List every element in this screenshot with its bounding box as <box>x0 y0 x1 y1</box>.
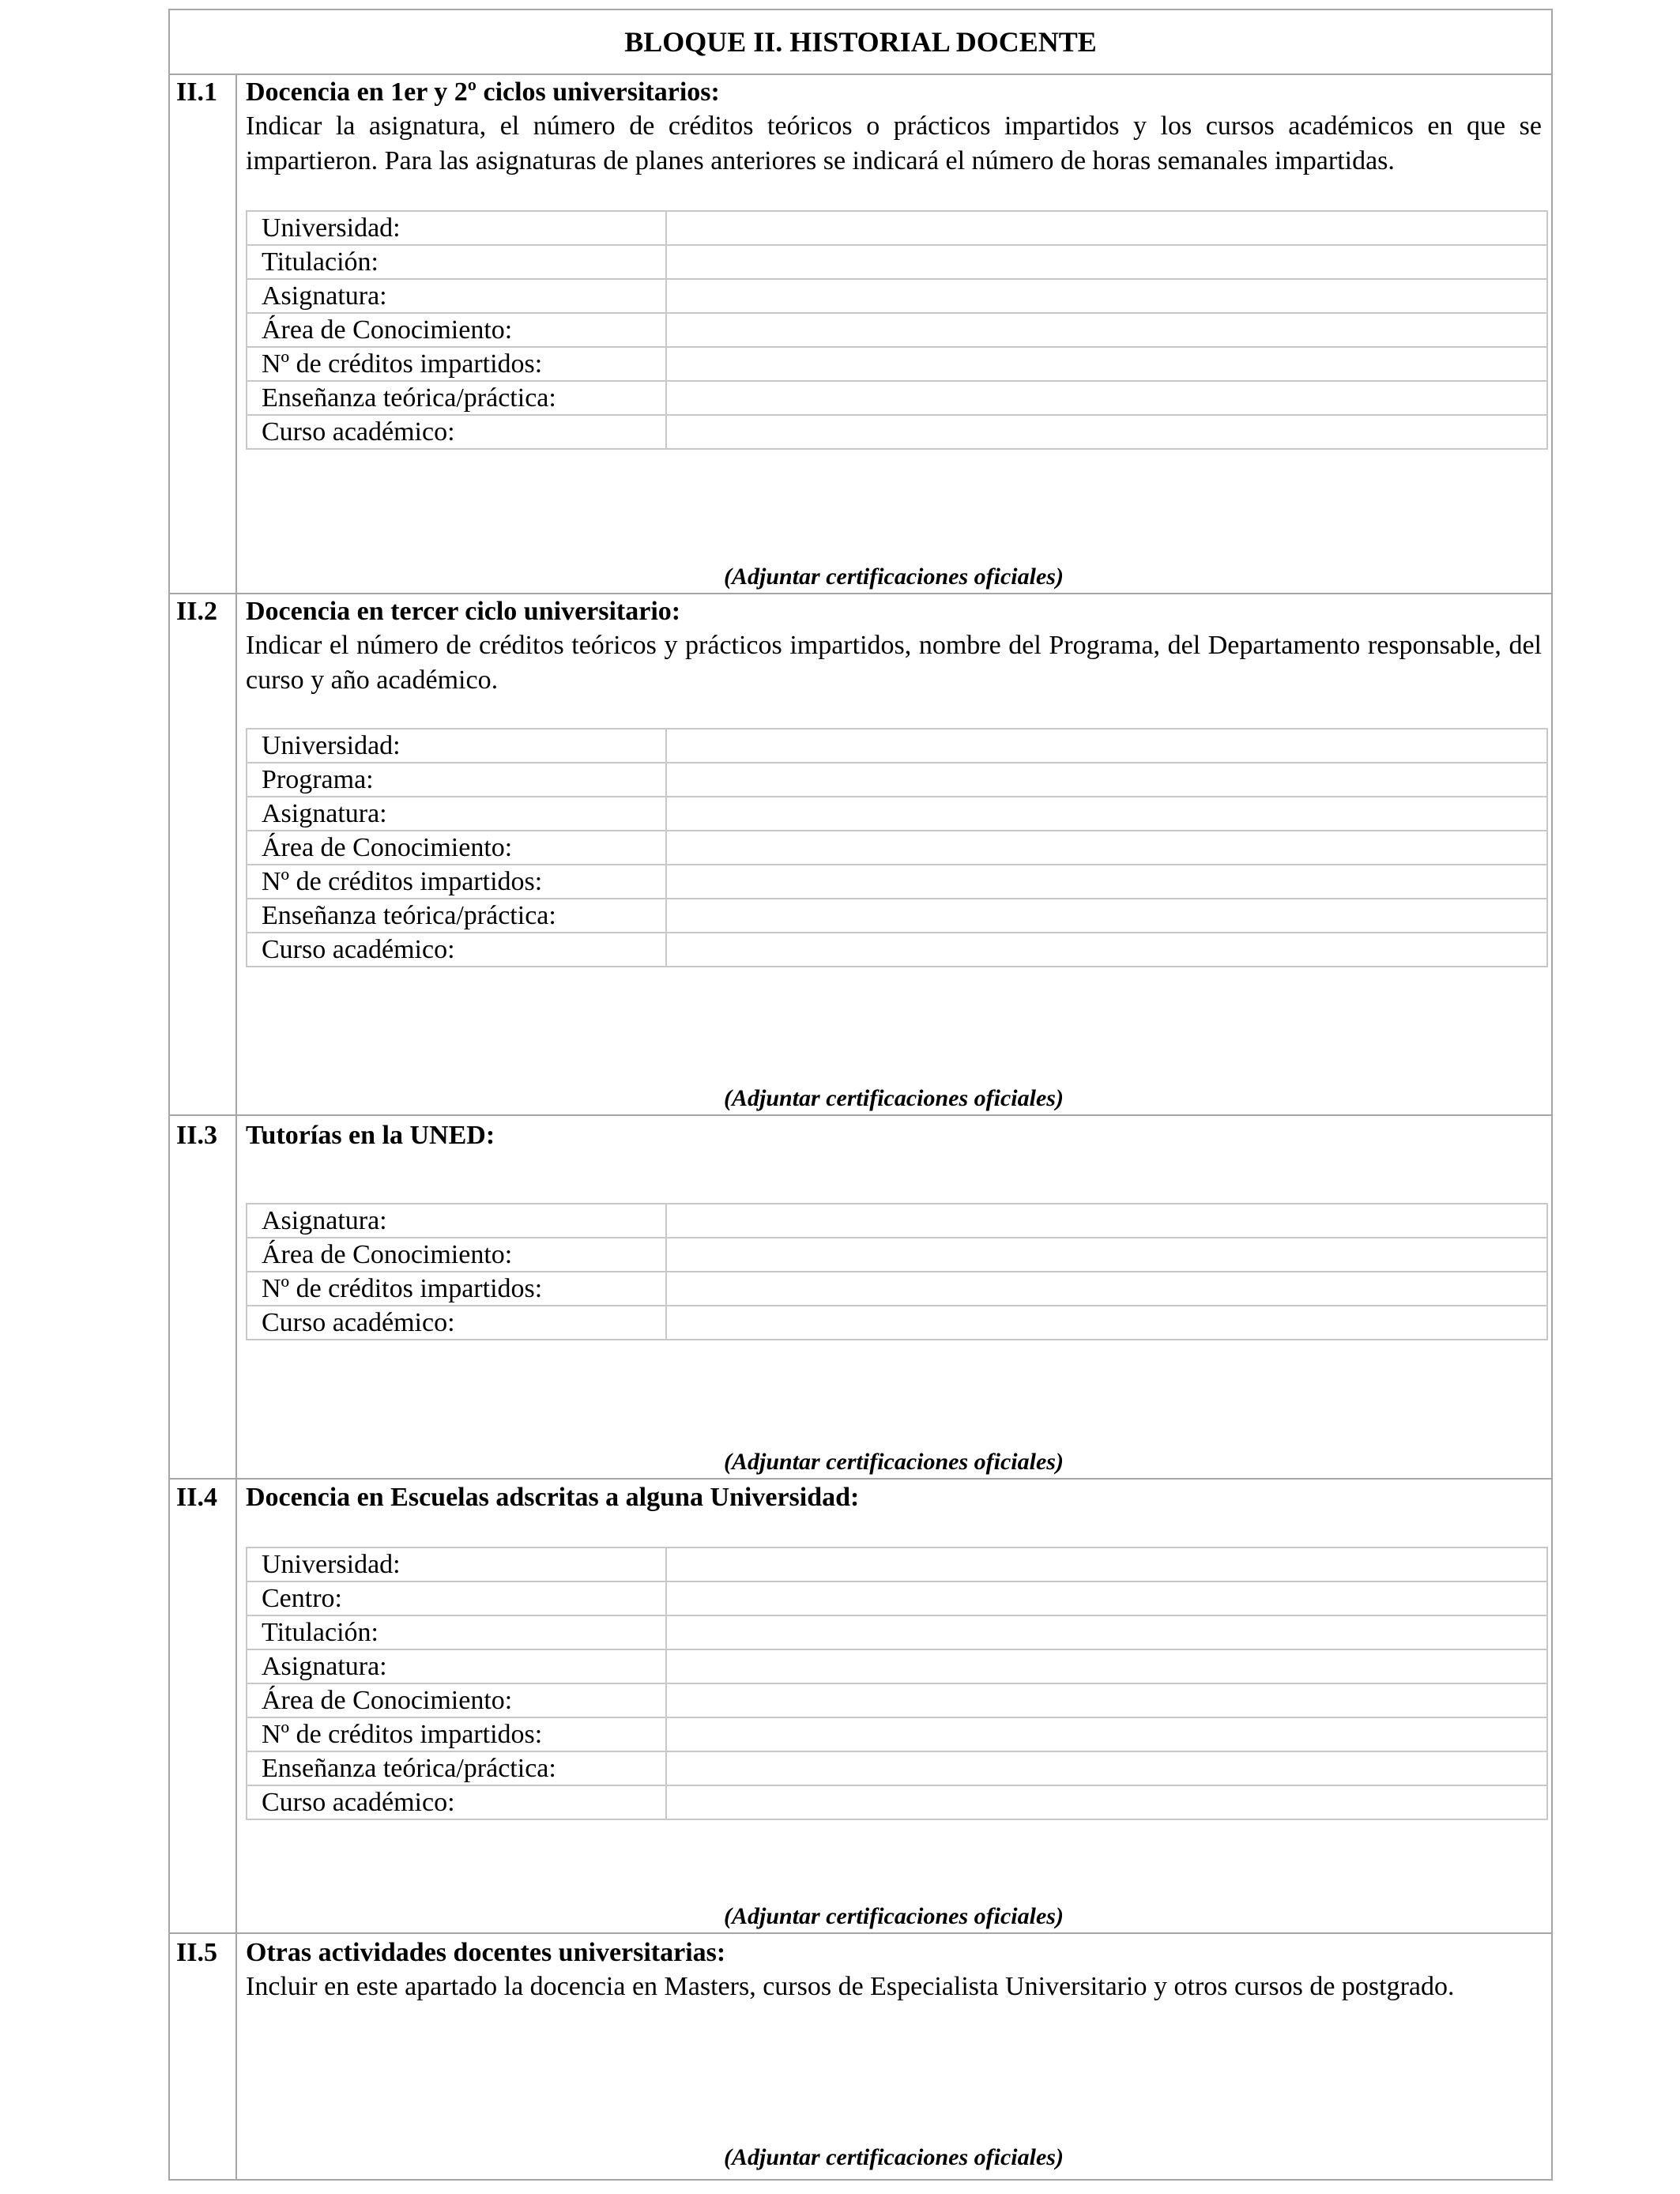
field-value[interactable] <box>666 1306 1547 1340</box>
field-table <box>246 1547 1548 1820</box>
field-label: Área de Conocimiento: <box>247 831 666 865</box>
field-value[interactable] <box>666 831 1547 865</box>
historial-docente-form <box>168 9 1553 2181</box>
field-label: Programa: <box>247 763 666 797</box>
field-value[interactable] <box>666 279 1547 313</box>
table-row <box>247 1204 1547 1238</box>
field-label: Universidad: <box>247 1547 666 1581</box>
field-value[interactable] <box>666 797 1547 831</box>
table-row <box>247 381 1547 415</box>
table-row <box>247 1751 1547 1785</box>
field-label: Enseñanza teórica/práctica: <box>247 899 666 933</box>
table-row <box>247 211 1547 245</box>
section-description: Indicar la asignatura, el número de créditos teóricos o prácticos impartidos y los cursos académicos en que se impartieron. Para las asignaturas de planes anteriores se indicará el número de horas semanales impartidas. <box>246 111 1542 175</box>
field-label: Curso académico: <box>247 1306 666 1340</box>
field-value[interactable] <box>666 1751 1547 1785</box>
field-label: Enseñanza teórica/práctica: <box>247 1751 666 1785</box>
field-label: Nº de créditos impartidos: <box>247 865 666 899</box>
table-row <box>247 1649 1547 1683</box>
section-description: Incluir en este apartado la docencia en Masters, cursos de Especialista Universitario y otros cursos de postgrado. <box>246 1972 1455 2001</box>
field-value[interactable] <box>666 1204 1547 1238</box>
field-value[interactable] <box>666 313 1547 347</box>
table-row <box>247 1238 1547 1272</box>
field-value[interactable] <box>666 1238 1547 1272</box>
page-title: BLOQUE II. HISTORIAL DOCENTE <box>624 26 1097 58</box>
field-label: Asignatura: <box>247 279 666 313</box>
field-label: Nº de créditos impartidos: <box>247 1272 666 1306</box>
table-row <box>247 313 1547 347</box>
field-label: Curso académico: <box>247 1785 666 1819</box>
field-label: Área de Conocimiento: <box>247 1683 666 1717</box>
field-table <box>246 728 1548 967</box>
field-value[interactable] <box>666 1615 1547 1649</box>
section-heading: Otras actividades docentes universitarias: <box>246 1938 726 1967</box>
field-value[interactable] <box>666 347 1547 381</box>
certification-note: (Adjuntar certificaciones oficiales) <box>724 1085 1064 1111</box>
section-number: II.4 <box>176 1483 217 1512</box>
section-heading: Docencia en tercer ciclo universitario: <box>246 597 681 626</box>
table-row <box>247 1581 1547 1615</box>
field-value[interactable] <box>666 933 1547 967</box>
table-row <box>247 1306 1547 1340</box>
table-row <box>247 1683 1547 1717</box>
field-label: Nº de créditos impartidos: <box>247 347 666 381</box>
table-row <box>247 933 1547 967</box>
field-label: Área de Conocimiento: <box>247 1238 666 1272</box>
table-row <box>247 1272 1547 1306</box>
section-heading: Docencia en 1er y 2º ciclos universitarios: <box>246 77 720 107</box>
table-row <box>247 415 1547 449</box>
table-row <box>247 1615 1547 1649</box>
field-label: Asignatura: <box>247 1204 666 1238</box>
field-value[interactable] <box>666 1649 1547 1683</box>
section-number: II.2 <box>176 597 217 626</box>
certification-note: (Adjuntar certificaciones oficiales) <box>724 1903 1064 1929</box>
section-number: II.1 <box>176 77 217 107</box>
table-row <box>247 763 1547 797</box>
section-number: II.3 <box>176 1121 217 1150</box>
field-label: Titulación: <box>247 245 666 279</box>
divider <box>170 1932 1551 1934</box>
table-row <box>247 831 1547 865</box>
field-value[interactable] <box>666 865 1547 899</box>
table-row <box>247 279 1547 313</box>
field-label: Titulación: <box>247 1615 666 1649</box>
section-heading: Tutorías en la UNED: <box>246 1121 495 1150</box>
field-table <box>246 210 1548 450</box>
divider <box>170 1114 1551 1116</box>
field-value[interactable] <box>666 381 1547 415</box>
section-description: Indicar el número de créditos teóricos y prácticos impartidos, nombre del Programa, del Departamento responsable, del curso y año académico. <box>246 631 1542 695</box>
table-row <box>247 1717 1547 1751</box>
field-value[interactable] <box>666 1547 1547 1581</box>
table-row <box>247 1785 1547 1819</box>
field-label: Universidad: <box>247 729 666 763</box>
certification-note: (Adjuntar certificaciones oficiales) <box>724 2144 1064 2170</box>
field-label: Enseñanza teórica/práctica: <box>247 381 666 415</box>
field-value[interactable] <box>666 1717 1547 1751</box>
certification-note: (Adjuntar certificaciones oficiales) <box>724 564 1064 590</box>
field-value[interactable] <box>666 1581 1547 1615</box>
field-table <box>246 1203 1548 1340</box>
table-row <box>247 347 1547 381</box>
section-heading: Docencia en Escuelas adscritas a alguna Universidad: <box>246 1483 860 1512</box>
table-row <box>247 797 1547 831</box>
table-row <box>247 865 1547 899</box>
field-value[interactable] <box>666 729 1547 763</box>
field-value[interactable] <box>666 1785 1547 1819</box>
field-value[interactable] <box>666 1683 1547 1717</box>
column-divider <box>235 74 237 2181</box>
field-value[interactable] <box>666 245 1547 279</box>
table-row <box>247 729 1547 763</box>
field-label: Centro: <box>247 1581 666 1615</box>
field-value[interactable] <box>666 211 1547 245</box>
field-value[interactable] <box>666 1272 1547 1306</box>
section-number: II.5 <box>176 1938 217 1967</box>
field-label: Nº de créditos impartidos: <box>247 1717 666 1751</box>
certification-note: (Adjuntar certificaciones oficiales) <box>724 1449 1064 1475</box>
field-label: Universidad: <box>247 211 666 245</box>
field-value[interactable] <box>666 899 1547 933</box>
field-label: Asignatura: <box>247 1649 666 1683</box>
field-label: Asignatura: <box>247 797 666 831</box>
field-value[interactable] <box>666 763 1547 797</box>
field-label: Curso académico: <box>247 415 666 449</box>
table-row <box>247 245 1547 279</box>
field-label: Curso académico: <box>247 933 666 967</box>
table-row <box>247 1547 1547 1581</box>
divider <box>170 1478 1551 1480</box>
field-label: Área de Conocimiento: <box>247 313 666 347</box>
table-row <box>247 899 1547 933</box>
field-value[interactable] <box>666 415 1547 449</box>
